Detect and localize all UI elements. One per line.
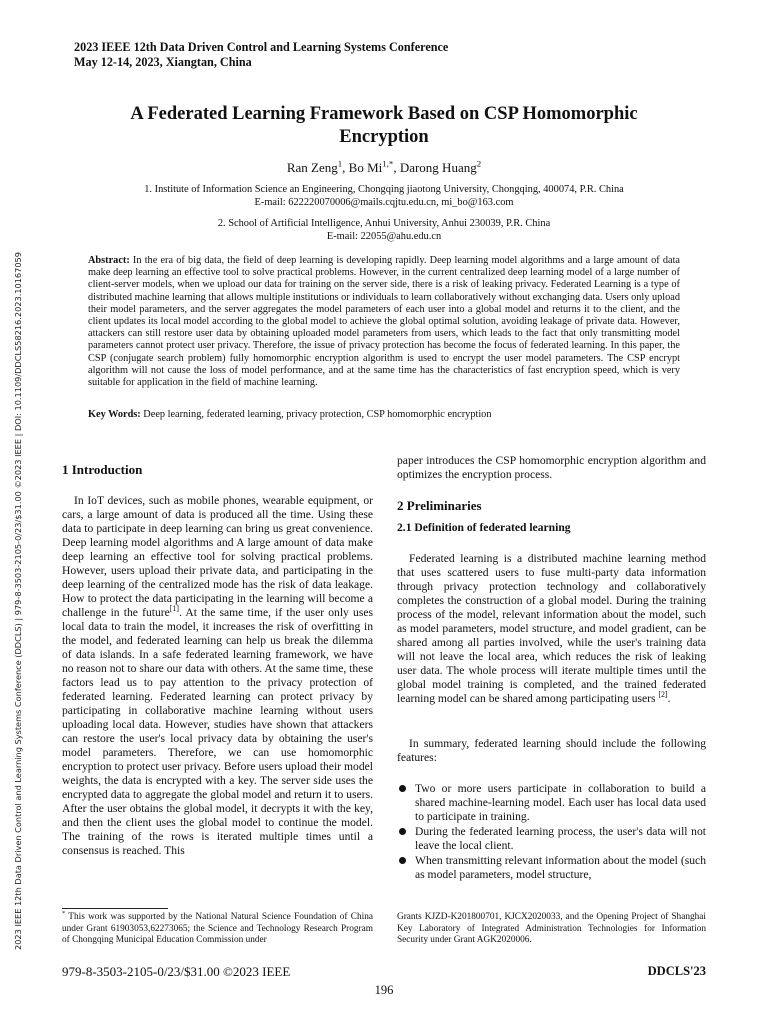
author-name: Ran Zeng — [286, 160, 338, 175]
author-list — [60, 160, 708, 176]
list-item — [397, 782, 706, 824]
conference-date-location: May 12-14, 2023, Xiangtan, China — [74, 54, 252, 69]
affiliation-institution: 1. Institute of Information Science an Engineering, Chongqing jiaotong University, Chongqing, 400074, P.R. China — [144, 184, 624, 195]
conference-name: 2023 IEEE 12th Data Driven Control and Learning Systems Conference — [74, 40, 449, 54]
title-line-2: Encryption — [339, 127, 429, 147]
paragraph: In summary, federated learning should include the following features: — [397, 737, 706, 764]
list-item — [397, 825, 706, 853]
federated-learning-definition — [397, 552, 706, 706]
paragraph-text: . At the same time, if the user only uses local data to train the model, it increases the risk of overfitting in the model, and federated learning can help us break the dilemma of data islands. In a safe federated learning framework, we have no reason not to share our data with others. At the same time, these factors lead us to pay attention to the privacy protection of federated learning. Federated learning can protect privacy by participating in collaborative machine learning without users uploading local data. However, studies have shown that attackers can restore the user's local privacy data by obtaining the user's model parameters. Therefore, we can use homomorphic encryption to protect user privacy. Before users upload their model weights, the data is encrypted with a key. The server side uses the encrypted data to aggregate the global model and return it to users. After the user obtains the global model, it decrypts it with the key, and then the client uses the global model to continue the model. The training of the rows is iterated multiple times until a consensus is reached. This — [62, 606, 373, 857]
section-heading-preliminaries: 2 Preliminaries — [397, 498, 482, 513]
abstract-label: Abstract: — [88, 255, 130, 266]
footnote-divider — [62, 908, 168, 909]
footnote-text: This work was supported by the National Natural Science Foundation of China under Grant 61903053,62273065; the Science and Technology Research Program of Chongqing Municipal Education Commission under — [62, 912, 373, 946]
introduction-body — [62, 494, 373, 858]
paragraph-text: paper introduces the CSP homomorphic encryption algorithm and optimizes the encryption process. — [397, 454, 706, 481]
keywords-label: Key Words: — [88, 409, 141, 420]
isbn-copyright: 979-8-3503-2105-0/23/$31.00 ©2023 IEEE — [62, 964, 291, 979]
author-separator: , — [393, 160, 400, 175]
subsection-heading-federated-learning: 2.1 Definition of federated learning — [397, 521, 571, 534]
citation-ref: [2] — [658, 690, 668, 700]
conference-header — [74, 40, 448, 69]
author-name: Bo Mi — [348, 160, 383, 175]
citation-ref: [1] — [169, 604, 179, 614]
author-separator: , — [342, 160, 349, 175]
title-line-1: A Federated Learning Framework Based on CSP Homomorphic — [130, 104, 638, 124]
conference-abbreviation: DDCLS'23 — [647, 964, 706, 978]
author-affil-mark: 1 — [337, 158, 343, 169]
keywords-text: Deep learning, federated learning, privacy protection, CSP homomorphic encryption — [140, 409, 492, 420]
abstract — [88, 255, 680, 389]
paragraph — [397, 552, 706, 706]
bullet-icon — [399, 828, 406, 835]
funding-footnote — [62, 909, 373, 947]
federated-learning-summary — [397, 737, 706, 765]
paragraph-text: . — [667, 692, 671, 705]
affiliation-institution: 2. School of Artificial Intelligence, Anhui University, Anhui 230039, P.R. China — [217, 218, 551, 229]
keywords — [88, 409, 680, 421]
bullet-icon — [399, 857, 406, 864]
funding-footnote-continued: Grants KJZD-K201800701, KJCX2020033, and the Opening Project of Shanghai Key Laboratory of Integrated Administration Technologies for Information Security under Grant AGK2020006. — [397, 912, 706, 946]
paragraph-text: Federated learning is a distributed machine learning method that uses scattered users to fuse multi-party data information through privacy protection technology and collaboratively completes the construction of a global model. During the training process of the model, relevant information about the model, such as model parameters, model structure, and model gradient, can be shared among all parties involved, while the user's training data will not leave the local area, which reduces the risk of leaking user data. The whole process will iterate multiple times until the global model training is completed, and the trained federated learning model can be shared among participating users — [397, 552, 706, 705]
paragraph-text: In IoT devices, such as mobile phones, wearable equipment, or cars, a large amount of data is produced all the time. Using these data to participate in deep learning can bring us great convenience. Deep learning model algorithms and A large amount of data make deep learning an effective tool for solving practical problems. However, users upload their private data, and participating in the deep learning of the centralized mode has the risk of data leakage. How to protect the data participating in the learning will become a challenge in the future — [62, 494, 373, 619]
list-item — [397, 854, 706, 882]
introduction-continued — [397, 454, 706, 482]
author-affil-mark: 1,* — [382, 158, 394, 169]
footnote-marker: * — [62, 909, 66, 917]
affiliation-email: E-mail: 622220070006@mails.cqjtu.edu.cn, mi_bo@163.com — [254, 196, 514, 208]
list-item-text: When transmitting relevant information about the model (such as model parameters, model structure, — [415, 854, 706, 881]
author-name: Darong Huang — [399, 160, 477, 175]
list-item-text: Two or more users participate in collaboration to build a shared machine-learning model. Each user has local data used to participate in training. — [415, 782, 706, 823]
doi-sidebar: 2023 IEEE 12th Data Driven Control and Learning Systems Conference (DDCLS) | 979-8-3503-2105-0/23/$31.00 ©2023 IEEE | DOI: 10.1109/DDCLS58216.2023.10167059 — [13, 252, 23, 950]
bullet-icon — [399, 785, 406, 792]
page-number: 196 — [374, 983, 394, 997]
affiliation-1 — [60, 184, 708, 209]
author-affil-mark: 2 — [476, 158, 482, 169]
paragraph — [62, 494, 373, 858]
section-heading-introduction: 1 Introduction — [62, 462, 143, 477]
abstract-text: In the era of big data, the field of deep learning is developing rapidly. Deep learning model algorithms and a large amount of data make deep learning an effective tool to solve practical problems. However, in the current centralized deep learning model of a large number of client-server models, when we upload our data for training on the server side, there is a risk of leaking privacy. Federated Learning is a type of distributed machine learning that allows multiple institutions or individuals to learn collaboratively without exchanging data. Users only upload their model parameters, and the server aggregates the model parameters of each user into a global model and returns it to the client, and the client updates its local model according to the global model to achieve the global optimal solution, avoiding leakage of private data. However, attackers can still restore user data by obtaining uploaded model parameters from users, which leads to the fact that only transmitting model parameters cannot protect user privacy. Therefore, the issue of privacy protection has become the focus of federated learning. In this paper, the CSP (conjugate search problem) fully homomorphic encryption algorithm is used to encrypt the user model parameters. The CSP encrypt algorithm will not cause the loss of model performance, and at the same time has the characteristics of fast encryption speed, which is very suitable for application in the field of machine learning. — [88, 255, 680, 389]
paper-title — [60, 103, 708, 149]
list-item-text: During the federated learning process, the user's data will not leave the local client. — [415, 825, 706, 852]
feature-bullet-list — [397, 782, 706, 883]
affiliation-email: E-mail: 22055@ahu.edu.cn — [326, 230, 442, 242]
affiliation-2 — [60, 218, 708, 243]
